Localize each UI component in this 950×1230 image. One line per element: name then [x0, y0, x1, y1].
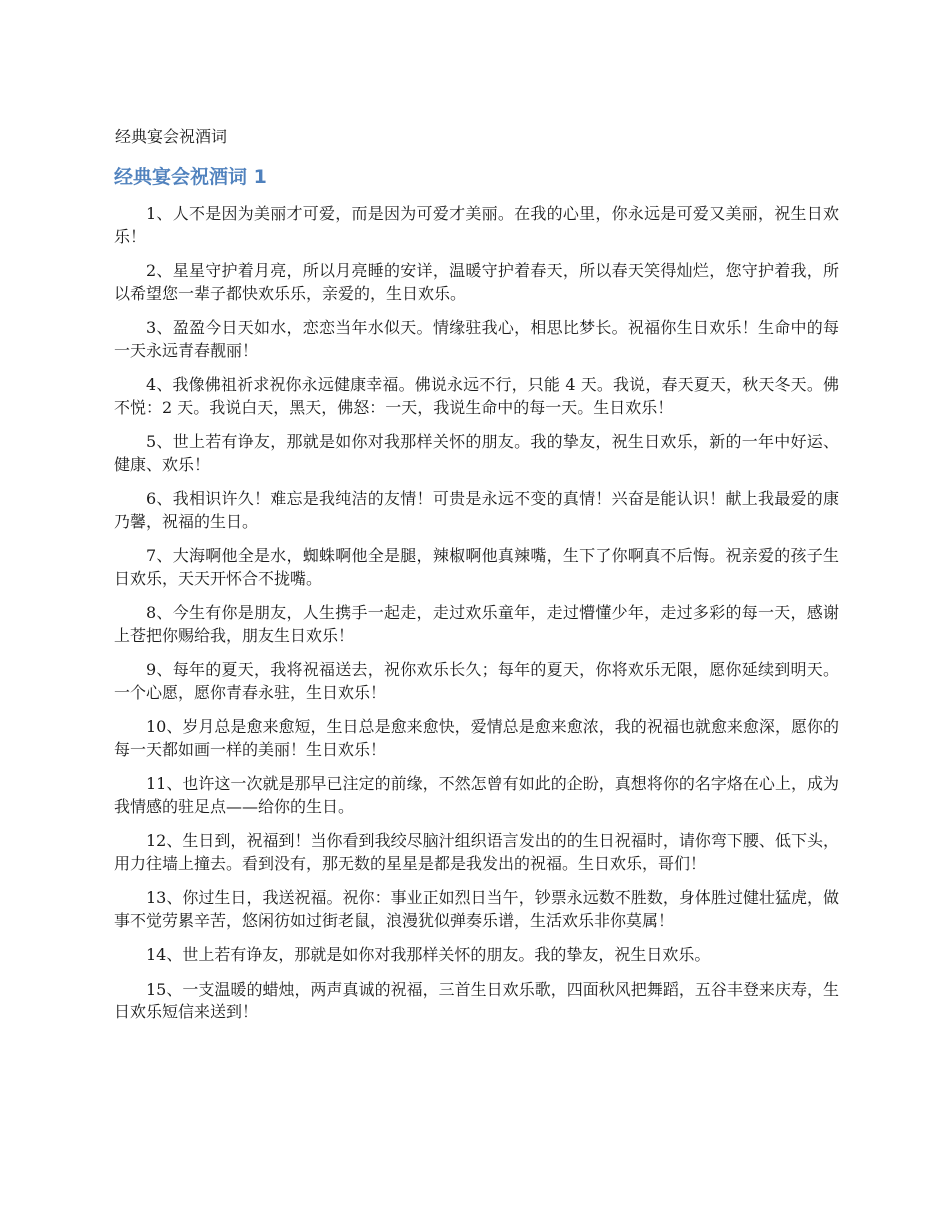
paragraph-1: 1、人不是因为美丽才可爱，而是因为可爱才美丽。在我的心里，你永远是可爱又美丽，祝生日欢乐！ — [114, 204, 839, 246]
paragraph-12: 12、生日到，祝福到！当你看到我绞尽脑汁组织语言发出的的生日祝福时，请你弯下腰、低下头，用力往墙上撞去。看到没有，那无数的星星是都是我发出的祝福。生日欢乐，哥们！ — [114, 831, 839, 873]
paragraph-4: 4、我像佛祖祈求祝你永远健康幸福。佛说永远不行，只能 4 天。我说，春天夏天，秋天冬天。佛不悦：2 天。我说白天，黑天，佛怒：一天，我说生命中的每一天。生日欢乐！ — [114, 375, 839, 417]
paragraph-9: 9、每年的夏天，我将祝福送去，祝你欢乐长久；每年的夏天，你将欢乐无限，愿你延续到明天。一个心愿，愿你青春永驻，生日欢乐！ — [114, 660, 839, 702]
paragraph-15: 15、一支温暖的蜡烛，两声真诚的祝福，三首生日欢乐歌，四面秋风把舞蹈，五谷丰登来庆寿，生日欢乐短信来送到！ — [114, 979, 839, 1021]
paragraph-2: 2、星星守护着月亮，所以月亮睡的安详，温暖守护着春天，所以春天笑得灿烂，您守护着我，所以希望您一辈子都快欢乐乐，亲爱的，生日欢乐。 — [114, 261, 839, 303]
paragraph-3: 3、盈盈今日天如水，恋恋当年水似天。情缘驻我心，相思比梦长。祝福你生日欢乐！生命中的每一天永远青春靓丽！ — [114, 318, 839, 360]
document-body — [114, 203, 839, 1036]
paragraph-5: 5、世上若有诤友，那就是如你对我那样关怀的朋友。我的挚友，祝生日欢乐，新的一年中好运、健康、欢乐！ — [114, 432, 839, 474]
paragraph-10: 10、岁月总是愈来愈短，生日总是愈来愈快，爱情总是愈来愈浓，我的祝福也就愈来愈深，愿你的每一天都如画一样的美丽！生日欢乐！ — [114, 717, 839, 759]
paragraph-14: 14、世上若有诤友，那就是如你对我那样关怀的朋友。我的挚友，祝生日欢乐。 — [146, 945, 711, 964]
paragraph-7: 7、大海啊他全是水，蜘蛛啊他全是腿，辣椒啊他真辣嘴，生下了你啊真不后悔。祝亲爱的孩子生日欢乐，天天开怀合不拢嘴。 — [114, 546, 839, 588]
document-title: 经典宴会祝酒词 — [115, 127, 228, 146]
paragraph-6: 6、我相识许久！难忘是我纯洁的友情！可贵是永远不变的真情！兴奋是能认识！献上我最爱的康乃馨，祝福的生日。 — [114, 489, 839, 531]
paragraph-8: 8、今生有你是朋友，人生携手一起走，走过欢乐童年，走过懵懂少年，走过多彩的每一天，感谢上苍把你赐给我，朋友生日欢乐！ — [114, 603, 839, 645]
section-heading: 经典宴会祝酒词 1 — [114, 166, 267, 188]
paragraph-11: 11、也许这一次就是那早已注定的前缘，不然怎曾有如此的企盼，真想将你的名字烙在心上，成为我情感的驻足点——给你的生日。 — [114, 774, 839, 816]
paragraph-13: 13、你过生日，我送祝福。祝你：事业正如烈日当午，钞票永远数不胜数，身体胜过健壮猛虎，做事不觉劳累辛苦，悠闲彷如过街老鼠，浪漫犹似弹奏乐谱，生活欢乐非你莫属！ — [114, 888, 839, 930]
